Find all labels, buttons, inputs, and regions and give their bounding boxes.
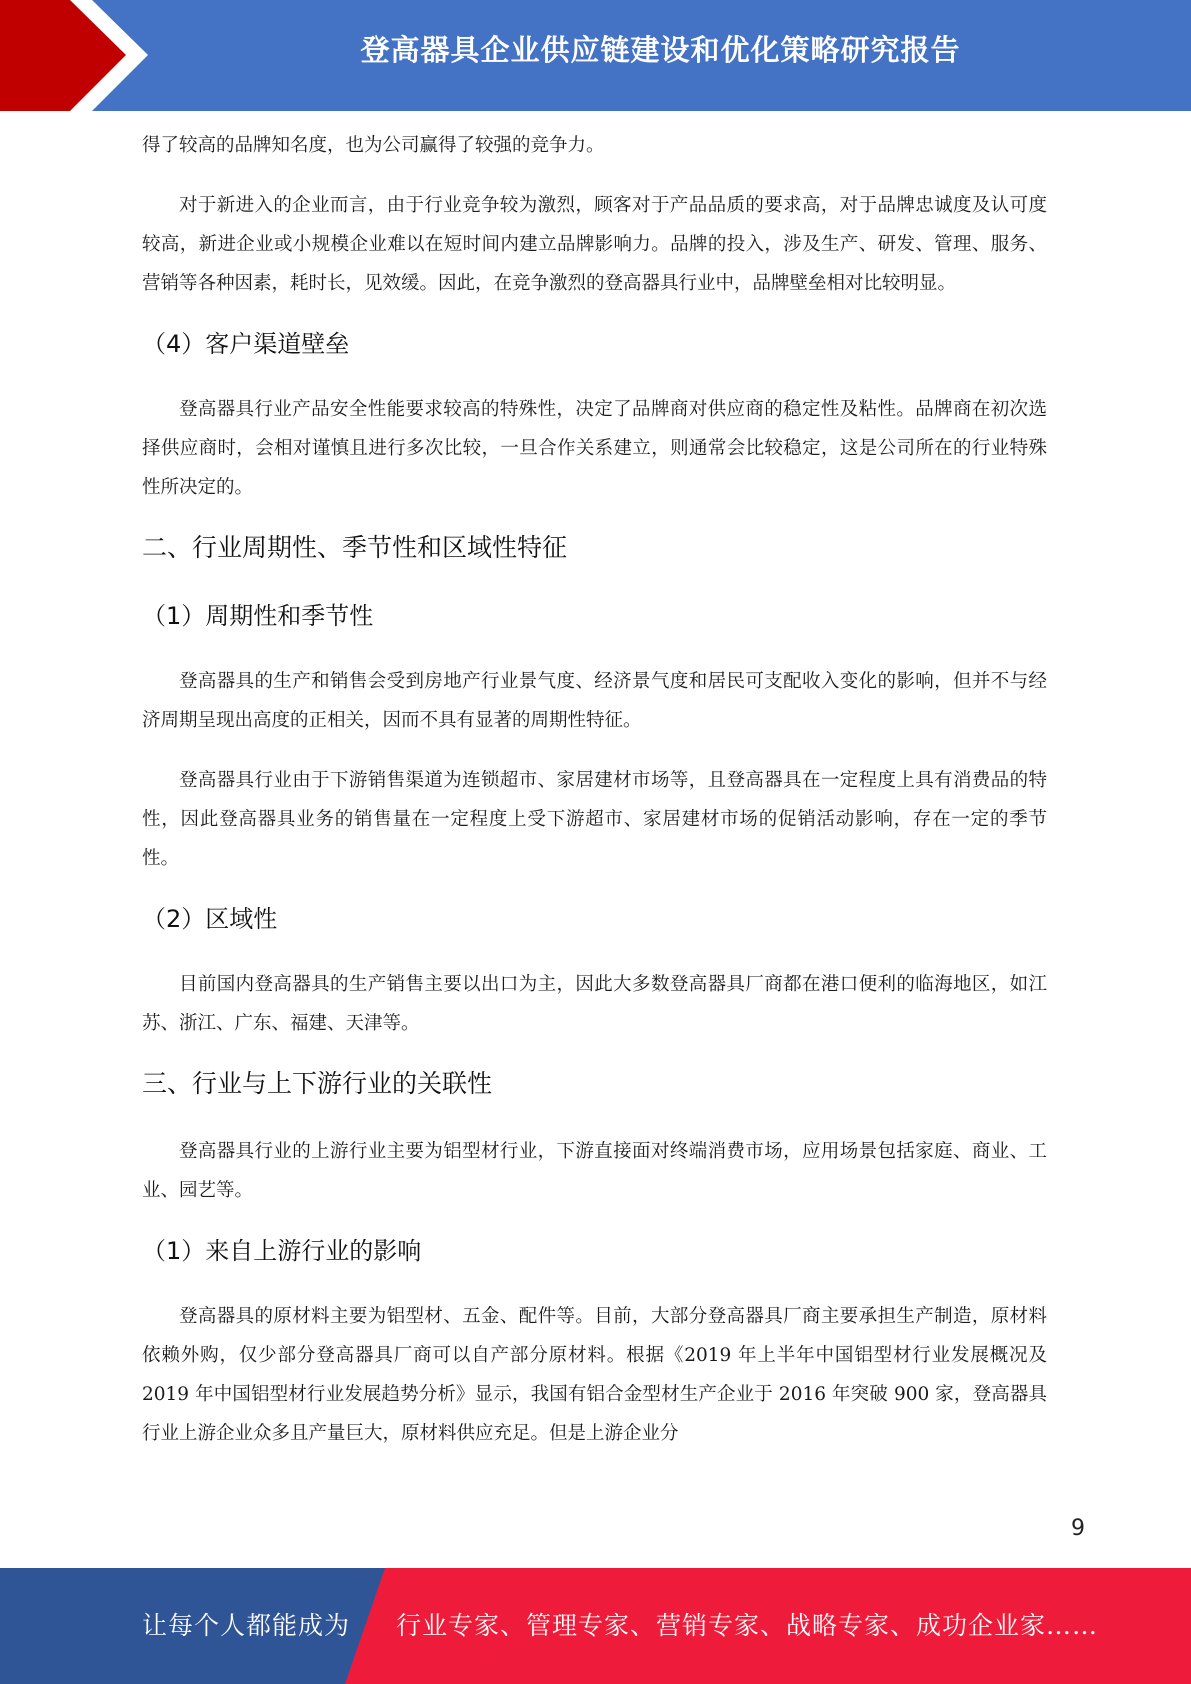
paragraph: 登高器具的生产和销售会受到房地产行业景气度、经济景气度和居民可支配收入变化的影响，但并不与经济周期呈现出高度的正相关，因而不具有显著的周期性特征。 [142,671,1047,731]
subheading-regional: （2）区域性 [142,905,278,933]
subheading-upstream-impact: （1）来自上游行业的影响 [142,1237,422,1265]
footer-slogan-right: 行业专家、管理专家、营销专家、战略专家、成功企业家…… [396,1611,1099,1640]
section-heading-3: 三、行业与上下游行业的关联性 [142,1069,493,1098]
page-footer [0,1568,1191,1684]
document-body [142,126,1047,1474]
paragraph: 目前国内登高器具的生产销售主要以出口为主，因此大多数登高器具厂商都在港口便利的临海地区，如江苏、浙江、广东、福建、天津等。 [142,974,1047,1034]
page-header [0,0,1191,111]
paragraph: 登高器具行业产品安全性能要求较高的特殊性，决定了品牌商对供应商的稳定性及粘性。品牌商在初次选择供应商时，会相对谨慎且进行多次比较，一旦合作关系建立，则通常会比较稳定，这是公司所在的行业特殊性所决定的。 [142,399,1047,498]
subheading-customer-channel-barrier: （4）客户渠道壁垒 [142,330,350,358]
footer-slogan-left: 让每个人都能成为 [142,1611,351,1640]
report-title: 登高器具企业供应链建设和优化策略研究报告 [360,33,961,67]
paragraph: 登高器具的原材料主要为铝型材、五金、配件等。目前，大部分登高器具厂商主要承担生产制造，原材料依赖外购，仅少部分登高器具厂商可以自产部分原材料。根据《2019 年上半年中国铝型材行业发展概况及 2019 年中国铝型材行业发展趋势分析》显示，我国有铝合金型材生产企业于 2016 年突破 900 家，登高器具行业上游企业众多且产量巨大，原材料供应充足。但是上游企业分 [142,1306,1047,1444]
subheading-cyclical-seasonal: （1）周期性和季节性 [142,602,374,630]
paragraph: 登高器具行业由于下游销售渠道为连锁超市、家居建材市场等，且登高器具在一定程度上具有消费品的特性，因此登高器具业务的销售量在一定程度上受下游超市、家居建材市场的促销活动影响，存在一定的季节性。 [142,770,1047,869]
paragraph: 登高器具行业的上游行业主要为铝型材行业，下游直接面对终端消费市场，应用场景包括家庭、商业、工业、园艺等。 [142,1141,1047,1201]
section-heading-2: 二、行业周期性、季节性和区域性特征 [142,533,568,562]
paragraph: 对于新进入的企业而言，由于行业竞争较为激烈，顾客对于产品品质的要求高，对于品牌忠诚度及认可度较高，新进企业或小规模企业难以在短时间内建立品牌影响力。品牌的投入，涉及生产、研发、管理、服务、营销等各种因素，耗时长，见效缓。因此，在竞争激烈的登高器具行业中，品牌壁垒相对比较明显。 [142,195,1047,294]
paragraph: 得了较高的品牌知名度，也为公司赢得了较强的竞争力。 [142,135,605,156]
page-number: 9 [1071,1516,1085,1541]
